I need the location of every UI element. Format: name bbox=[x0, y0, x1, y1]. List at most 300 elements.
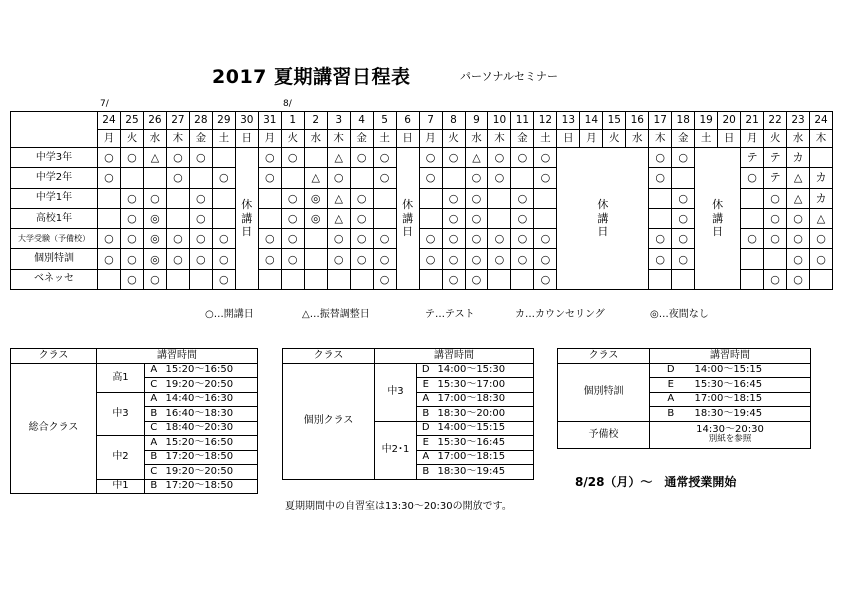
schedule-mark: ○ bbox=[649, 168, 672, 188]
schedule-mark: ○ bbox=[741, 168, 764, 188]
schedule-mark: ○ bbox=[787, 269, 810, 289]
schedule-mark: ○ bbox=[810, 229, 833, 249]
schedule-mark: ○ bbox=[373, 168, 396, 188]
period-time: 19:20～20:50 bbox=[163, 378, 258, 393]
schedule-mark: ○ bbox=[442, 229, 465, 249]
schedule-mark: ○ bbox=[166, 229, 189, 249]
date-cell: 15 bbox=[603, 112, 626, 130]
schedule-mark: ○ bbox=[672, 208, 695, 228]
period-code: A bbox=[145, 363, 163, 378]
date-cell: 23 bbox=[787, 112, 810, 130]
schedule-mark: ○ bbox=[281, 229, 304, 249]
header-time: 講習時間 bbox=[375, 349, 534, 364]
schedule-mark: テ bbox=[764, 148, 787, 168]
class-row bbox=[11, 148, 833, 168]
weekday-cell: 火 bbox=[764, 130, 787, 148]
header-class: クラス bbox=[11, 349, 97, 364]
schedule-mark: ○ bbox=[373, 249, 396, 269]
date-cell: 4 bbox=[350, 112, 373, 130]
schedule-mark: ○ bbox=[787, 229, 810, 249]
date-cell: 13 bbox=[557, 112, 580, 130]
weekday-cell: 月 bbox=[741, 130, 764, 148]
schedule-mark: ◎ bbox=[143, 249, 166, 269]
schedule-mark bbox=[419, 188, 442, 208]
schedule-mark: ○ bbox=[189, 249, 212, 269]
yobiko-time-cell bbox=[650, 421, 811, 448]
schedule-mark bbox=[488, 188, 511, 208]
legend-open: ○…開講日 bbox=[205, 309, 254, 320]
schedule-mark bbox=[534, 188, 557, 208]
weekday-cell: 月 bbox=[580, 130, 603, 148]
period-code: B bbox=[145, 407, 163, 422]
class-row-label: 個別特訓 bbox=[11, 249, 98, 269]
period-time: 17:20～18:50 bbox=[163, 450, 258, 465]
schedule-mark: ○ bbox=[419, 249, 442, 269]
schedule-mark: ○ bbox=[534, 249, 557, 269]
class-row-label: ベネッセ bbox=[11, 269, 98, 289]
class-row-label: 中学3年 bbox=[11, 148, 98, 168]
schedule-mark bbox=[281, 269, 304, 289]
kobetsu-class-table bbox=[282, 348, 534, 480]
class-name: 個別特訓 bbox=[558, 363, 650, 421]
schedule-mark: ○ bbox=[488, 148, 511, 168]
schedule-mark: ◎ bbox=[143, 208, 166, 228]
weekday-cell: 火 bbox=[442, 130, 465, 148]
schedule-mark: ○ bbox=[98, 168, 121, 188]
schedule-mark: ○ bbox=[511, 208, 534, 228]
schedule-mark: △ bbox=[787, 188, 810, 208]
schedule-mark: ○ bbox=[281, 188, 304, 208]
schedule-mark: ○ bbox=[465, 188, 488, 208]
weekday-cell: 土 bbox=[695, 130, 718, 148]
grade-label: 高1 bbox=[97, 363, 145, 392]
period-code: B bbox=[145, 450, 163, 465]
weekday-cell: 土 bbox=[212, 130, 235, 148]
weekday-cell: 金 bbox=[189, 130, 212, 148]
schedule-mark: ○ bbox=[511, 249, 534, 269]
weekday-cell: 水 bbox=[465, 130, 488, 148]
weekday-cell: 火 bbox=[603, 130, 626, 148]
date-cell: 7 bbox=[419, 112, 442, 130]
schedule-mark: ○ bbox=[741, 229, 764, 249]
schedule-mark bbox=[511, 168, 534, 188]
schedule-mark: ○ bbox=[98, 229, 121, 249]
schedule-mark: ○ bbox=[488, 229, 511, 249]
corner-cell bbox=[11, 112, 98, 148]
schedule-mark: ○ bbox=[465, 168, 488, 188]
schedule-mark: ○ bbox=[258, 148, 281, 168]
date-cell: 29 bbox=[212, 112, 235, 130]
weekday-cell: 水 bbox=[626, 130, 649, 148]
date-cell: 6 bbox=[396, 112, 419, 130]
schedule-mark: ○ bbox=[212, 269, 235, 289]
schedule-mark bbox=[350, 168, 373, 188]
period-code: A bbox=[417, 450, 435, 465]
schedule-mark bbox=[649, 188, 672, 208]
month-marker-august: 8/ bbox=[283, 99, 292, 109]
schedule-calendar bbox=[10, 111, 833, 290]
schedule-mark: ○ bbox=[143, 269, 166, 289]
date-cell: 24 bbox=[810, 112, 833, 130]
schedule-mark: ○ bbox=[350, 148, 373, 168]
schedule-mark: ○ bbox=[143, 188, 166, 208]
school-name: パーソナルセミナー bbox=[460, 70, 559, 83]
date-cell: 16 bbox=[626, 112, 649, 130]
period-code: A bbox=[650, 392, 692, 407]
weekday-cell: 月 bbox=[419, 130, 442, 148]
date-cell: 28 bbox=[189, 112, 212, 130]
date-cell: 22 bbox=[764, 112, 787, 130]
schedule-mark: ○ bbox=[649, 249, 672, 269]
weekday-cell: 水 bbox=[304, 130, 327, 148]
date-cell: 24 bbox=[98, 112, 121, 130]
schedule-mark: ○ bbox=[166, 168, 189, 188]
schedule-mark bbox=[258, 208, 281, 228]
schedule-mark bbox=[741, 188, 764, 208]
schedule-mark: ○ bbox=[465, 249, 488, 269]
schedule-mark: ○ bbox=[189, 208, 212, 228]
weekday-cell: 日 bbox=[718, 130, 741, 148]
schedule-mark bbox=[373, 188, 396, 208]
closed-day-block: 休 講 日 bbox=[557, 148, 649, 290]
schedule-mark: ○ bbox=[327, 168, 350, 188]
weekday-cell: 月 bbox=[258, 130, 281, 148]
schedule-mark: ○ bbox=[787, 208, 810, 228]
schedule-mark bbox=[534, 208, 557, 228]
weekday-cell: 木 bbox=[488, 130, 511, 148]
period-code: B bbox=[650, 407, 692, 422]
schedule-mark: ○ bbox=[189, 188, 212, 208]
period-code: C bbox=[145, 378, 163, 393]
yobiko-note: 別紙を参照 bbox=[708, 434, 752, 445]
schedule-mark bbox=[419, 269, 442, 289]
schedule-mark bbox=[672, 168, 695, 188]
schedule-mark: ○ bbox=[166, 249, 189, 269]
schedule-mark: ◎ bbox=[304, 208, 327, 228]
schedule-mark: ○ bbox=[419, 148, 442, 168]
date-cell: 11 bbox=[511, 112, 534, 130]
schedule-mark: ○ bbox=[120, 229, 143, 249]
schedule-mark bbox=[304, 249, 327, 269]
period-code: B bbox=[417, 407, 435, 422]
header-time: 講習時間 bbox=[97, 349, 258, 364]
schedule-mark: ○ bbox=[373, 229, 396, 249]
schedule-mark bbox=[373, 208, 396, 228]
sogo-class-table bbox=[10, 348, 258, 494]
schedule-mark: ○ bbox=[465, 269, 488, 289]
period-time: 16:40～18:30 bbox=[163, 407, 258, 422]
period-code: E bbox=[650, 378, 692, 393]
schedule-mark bbox=[741, 249, 764, 269]
period-time: 19:20～20:50 bbox=[163, 465, 258, 480]
period-code: B bbox=[145, 479, 163, 494]
class-name: 総合クラス bbox=[11, 363, 97, 494]
schedule-mark bbox=[143, 168, 166, 188]
schedule-mark: ○ bbox=[534, 148, 557, 168]
schedule-mark bbox=[281, 168, 304, 188]
schedule-mark: ○ bbox=[120, 188, 143, 208]
schedule-mark: ○ bbox=[672, 229, 695, 249]
grade-label: 中2 bbox=[97, 436, 145, 480]
legend-counseling: カ…カウンセリング bbox=[515, 309, 605, 320]
schedule-mark bbox=[741, 269, 764, 289]
period-time: 14:00～15:15 bbox=[435, 421, 534, 436]
schedule-mark bbox=[258, 188, 281, 208]
date-cell: 19 bbox=[695, 112, 718, 130]
schedule-mark: ○ bbox=[672, 249, 695, 269]
schedule-mark: ○ bbox=[212, 229, 235, 249]
date-cell: 14 bbox=[580, 112, 603, 130]
schedule-mark: ○ bbox=[350, 249, 373, 269]
schedule-mark: ○ bbox=[373, 148, 396, 168]
schedule-mark: ○ bbox=[120, 269, 143, 289]
schedule-mark bbox=[672, 269, 695, 289]
period-time: 18:30～19:45 bbox=[435, 465, 534, 480]
period-time: 15:20～16:50 bbox=[163, 436, 258, 451]
schedule-mark: △ bbox=[143, 148, 166, 168]
period-time: 15:30～17:00 bbox=[435, 378, 534, 393]
schedule-mark bbox=[98, 269, 121, 289]
schedule-mark: △ bbox=[304, 168, 327, 188]
period-time: 14:40～16:30 bbox=[163, 392, 258, 407]
schedule-mark: ○ bbox=[98, 148, 121, 168]
period-code: E bbox=[417, 378, 435, 393]
schedule-mark: ○ bbox=[327, 229, 350, 249]
weekday-cell: 火 bbox=[120, 130, 143, 148]
date-cell: 27 bbox=[166, 112, 189, 130]
schedule-mark: ○ bbox=[350, 229, 373, 249]
schedule-mark bbox=[488, 269, 511, 289]
schedule-mark bbox=[764, 249, 787, 269]
class-row-label: 中学1年 bbox=[11, 188, 98, 208]
schedule-mark: ○ bbox=[189, 148, 212, 168]
closed-day-block: 休 講 日 bbox=[396, 148, 419, 290]
period-time: 15:30～16:45 bbox=[692, 378, 811, 393]
legend-makeup: △…振替調整日 bbox=[302, 309, 370, 320]
weekday-cell: 日 bbox=[396, 130, 419, 148]
schedule-mark: テ bbox=[764, 168, 787, 188]
schedule-mark bbox=[419, 208, 442, 228]
schedule-mark bbox=[442, 168, 465, 188]
schedule-mark: ○ bbox=[787, 249, 810, 269]
schedule-mark: ○ bbox=[810, 249, 833, 269]
schedule-mark: ○ bbox=[120, 148, 143, 168]
schedule-mark: ○ bbox=[672, 148, 695, 168]
period-time: 17:00～18:15 bbox=[435, 450, 534, 465]
schedule-mark: ○ bbox=[764, 208, 787, 228]
schedule-mark: ○ bbox=[764, 188, 787, 208]
schedule-mark: ○ bbox=[465, 208, 488, 228]
weekday-cell: 木 bbox=[810, 130, 833, 148]
schedule-mark: ○ bbox=[465, 229, 488, 249]
period-time: 18:40～20:30 bbox=[163, 421, 258, 436]
schedule-mark: ○ bbox=[281, 249, 304, 269]
weekday-cell: 土 bbox=[534, 130, 557, 148]
schedule-mark: △ bbox=[465, 148, 488, 168]
schedule-mark bbox=[120, 168, 143, 188]
schedule-mark bbox=[327, 269, 350, 289]
schedule-mark: ○ bbox=[442, 148, 465, 168]
date-cell: 2 bbox=[304, 112, 327, 130]
schedule-mark: ○ bbox=[120, 208, 143, 228]
weekday-cell: 木 bbox=[649, 130, 672, 148]
class-name: 個別クラス bbox=[283, 363, 375, 479]
header-time: 講習時間 bbox=[650, 349, 811, 364]
schedule-mark bbox=[741, 208, 764, 228]
schedule-mark: ◎ bbox=[304, 188, 327, 208]
period-code: A bbox=[145, 392, 163, 407]
month-marker-july: 7/ bbox=[100, 99, 109, 109]
schedule-mark: ○ bbox=[166, 148, 189, 168]
yobiko-time: 14:30～20:30 bbox=[696, 423, 764, 435]
schedule-mark bbox=[98, 208, 121, 228]
schedule-mark: ○ bbox=[258, 249, 281, 269]
schedule-mark: △ bbox=[810, 208, 833, 228]
schedule-mark: △ bbox=[327, 188, 350, 208]
period-time: 18:30～19:45 bbox=[692, 407, 811, 422]
schedule-mark bbox=[304, 148, 327, 168]
schedule-mark: ○ bbox=[419, 229, 442, 249]
schedule-mark bbox=[212, 188, 235, 208]
schedule-mark: ○ bbox=[764, 269, 787, 289]
date-cell: 30 bbox=[235, 112, 258, 130]
header-class: クラス bbox=[558, 349, 650, 364]
weekday-cell: 金 bbox=[672, 130, 695, 148]
period-time: 17:00～18:30 bbox=[435, 392, 534, 407]
schedule-mark: ○ bbox=[649, 148, 672, 168]
schedule-mark: ○ bbox=[442, 249, 465, 269]
grade-label: 中3 bbox=[97, 392, 145, 436]
schedule-mark: ○ bbox=[350, 188, 373, 208]
date-cell: 9 bbox=[465, 112, 488, 130]
page-title: 2017 夏期講習日程表 bbox=[212, 66, 411, 88]
weekday-cell: 水 bbox=[143, 130, 166, 148]
period-code: C bbox=[145, 465, 163, 480]
closed-day-block: 休 講 日 bbox=[695, 148, 741, 290]
date-cell: 31 bbox=[258, 112, 281, 130]
date-row bbox=[11, 112, 833, 130]
schedule-mark bbox=[488, 208, 511, 228]
period-code: A bbox=[417, 392, 435, 407]
header-class: クラス bbox=[283, 349, 375, 364]
schedule-mark: ○ bbox=[534, 168, 557, 188]
schedule-mark: ○ bbox=[488, 168, 511, 188]
weekday-cell: 日 bbox=[557, 130, 580, 148]
period-code: D bbox=[417, 421, 435, 436]
schedule-mark bbox=[166, 269, 189, 289]
period-time: 17:20～18:50 bbox=[163, 479, 258, 494]
schedule-mark: ○ bbox=[534, 269, 557, 289]
schedule-mark: ○ bbox=[534, 229, 557, 249]
schedule-mark bbox=[166, 188, 189, 208]
schedule-mark: ○ bbox=[281, 208, 304, 228]
schedule-mark: ○ bbox=[281, 148, 304, 168]
schedule-mark: ○ bbox=[764, 229, 787, 249]
schedule-mark bbox=[258, 269, 281, 289]
class-row-label: 中学2年 bbox=[11, 168, 98, 188]
class-name: 予備校 bbox=[558, 421, 650, 448]
schedule-mark: ○ bbox=[120, 249, 143, 269]
schedule-mark: ○ bbox=[442, 188, 465, 208]
schedule-mark bbox=[810, 148, 833, 168]
date-cell: 18 bbox=[672, 112, 695, 130]
regular-class-start-note: 8/28（月）～ 通常授業開始 bbox=[575, 475, 737, 489]
schedule-mark bbox=[98, 188, 121, 208]
schedule-mark: △ bbox=[787, 168, 810, 188]
schedule-mark: カ bbox=[810, 188, 833, 208]
date-cell: 26 bbox=[143, 112, 166, 130]
schedule-mark: ○ bbox=[511, 148, 534, 168]
period-time: 15:30～16:45 bbox=[435, 436, 534, 451]
schedule-mark: ○ bbox=[488, 249, 511, 269]
schedule-mark: カ bbox=[810, 168, 833, 188]
legend-test: テ…テスト bbox=[425, 309, 475, 320]
study-room-note: 夏期期間中の自習室は13:30～20:30の開放です。 bbox=[285, 501, 512, 512]
weekday-cell: 木 bbox=[327, 130, 350, 148]
date-cell: 25 bbox=[120, 112, 143, 130]
date-cell: 21 bbox=[741, 112, 764, 130]
period-code: E bbox=[417, 436, 435, 451]
schedule-mark bbox=[166, 208, 189, 228]
weekday-cell: 月 bbox=[98, 130, 121, 148]
weekday-cell: 水 bbox=[787, 130, 810, 148]
schedule-mark: ○ bbox=[511, 188, 534, 208]
schedule-mark: ○ bbox=[442, 208, 465, 228]
weekday-cell: 日 bbox=[235, 130, 258, 148]
weekday-cell: 土 bbox=[373, 130, 396, 148]
period-time: 17:00～18:15 bbox=[692, 392, 811, 407]
schedule-mark: テ bbox=[741, 148, 764, 168]
schedule-mark bbox=[649, 208, 672, 228]
period-time: 15:20～16:50 bbox=[163, 363, 258, 378]
date-cell: 10 bbox=[488, 112, 511, 130]
weekday-row bbox=[11, 130, 833, 148]
period-code: D bbox=[417, 363, 435, 378]
schedule-mark: △ bbox=[327, 208, 350, 228]
schedule-mark: △ bbox=[327, 148, 350, 168]
period-code: C bbox=[145, 421, 163, 436]
period-code: B bbox=[417, 465, 435, 480]
period-time: 14:00～15:30 bbox=[435, 363, 534, 378]
schedule-mark: ○ bbox=[98, 249, 121, 269]
schedule-mark bbox=[649, 269, 672, 289]
period-code: A bbox=[145, 436, 163, 451]
schedule-mark: ○ bbox=[672, 188, 695, 208]
schedule-mark: ◎ bbox=[143, 229, 166, 249]
schedule-mark bbox=[212, 148, 235, 168]
schedule-mark: ○ bbox=[373, 269, 396, 289]
schedule-mark bbox=[511, 269, 534, 289]
grade-label: 中1 bbox=[97, 479, 145, 494]
schedule-mark bbox=[212, 208, 235, 228]
schedule-mark bbox=[304, 229, 327, 249]
legend-no-night: ◎…夜間なし bbox=[650, 309, 709, 320]
weekday-cell: 火 bbox=[281, 130, 304, 148]
schedule-mark: ○ bbox=[212, 168, 235, 188]
weekday-cell: 金 bbox=[511, 130, 534, 148]
tokkun-yobiko-table bbox=[557, 348, 811, 449]
schedule-mark: ○ bbox=[212, 249, 235, 269]
schedule-mark bbox=[189, 168, 212, 188]
date-cell: 17 bbox=[649, 112, 672, 130]
grade-label: 中2･1 bbox=[375, 421, 417, 479]
period-time: 14:00～15:15 bbox=[692, 363, 811, 378]
schedule-mark: カ bbox=[787, 148, 810, 168]
schedule-mark: ○ bbox=[350, 208, 373, 228]
schedule-mark: ○ bbox=[327, 249, 350, 269]
weekday-cell: 木 bbox=[166, 130, 189, 148]
date-cell: 20 bbox=[718, 112, 741, 130]
